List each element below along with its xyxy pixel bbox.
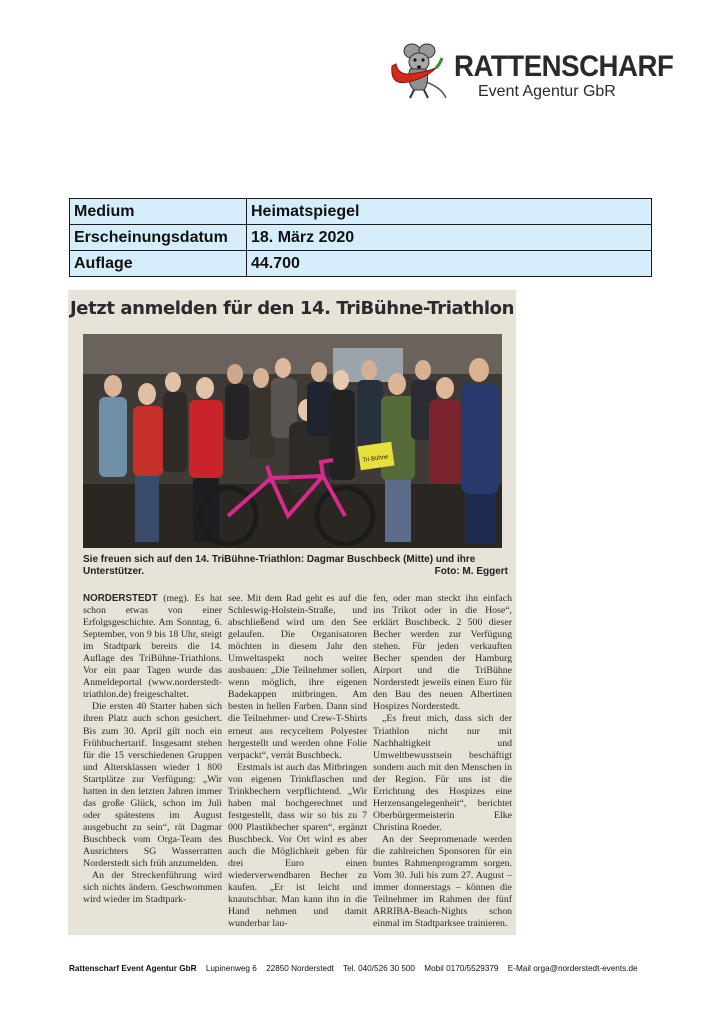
article-column-3 <box>373 593 512 933</box>
info-key-medium: Medium <box>70 199 247 225</box>
photo-sign-text: Tri-Bühne <box>362 454 389 464</box>
logo-brand-text: RATTENSCHARF <box>454 50 674 83</box>
photo-credit: Foto: M. Eggert <box>434 566 508 577</box>
table-row <box>70 251 652 277</box>
article-paragraph: Erstmals ist auch das Mitbringen von eigenen Trinkflaschen und Trinkbechern verpflichtend. „Wir haben mal hochgerechnet und festgestellt, dass wir so bis zu 7 000 Plastikbecher sparen“, ergänzt Buschbeck. Vor Ort wird es aber auch die Möglichkeit geben für drei Euro einen wiederverwendbaren Becher zu kaufen. „Er ist leicht und knautschbar. Man kann ihn in die Hand nehmen und damit wunderbar lau- <box>228 761 367 930</box>
logo-subtitle: Event Agentur GbR <box>478 83 616 100</box>
article-paragraph: An der Seepromenade werden die zahlreichen Sponsoren für ein buntes Rahmenprogramm sorgen. Vom 30. Juli bis zum 27. August – immer donnerstags – können die Teilnehmer im Rahmen der fünf ARRIBA-Beach-Nights schon einmal im Stadtparksee trainieren. <box>373 833 512 930</box>
footer-email: E-Mail orga@norderstedt-events.de <box>507 964 638 973</box>
article-paragraph: fen, oder man steckt ihn einfach ins Trikot oder in die Hose“, erklärt Buschbeck. 2 500 dieser Becher werden zur Verfügung stehen. Für jeden verkauften Becher spenden der Hamburg Airport und die TriBühne Norderstedt jeweils einen Euro für den Bau des neuen Albertinen Hospizes Norderstedt. <box>373 593 512 713</box>
footer-street: Lupinenweg 6 <box>205 964 257 973</box>
footer-company: Rattenscharf Event Agentur GbR <box>69 964 197 973</box>
article-column-2 <box>228 593 367 933</box>
footer-mobile: Mobil 0170/5529379 <box>424 964 499 973</box>
article-paragraph: Die ersten 40 Starter haben sich ihren Platz auch schon gesichert. Bis zum 30. April gilt noch ein Frühbuchertarif. Insgesamt stehen für die 15 verschiedenen Gruppen und Altersklassen wieder 1 800 Startplätze zur Verfügung: „Wir hatten in den letzten Jahren immer das große Glück, schon im Juli oder spätestens im August ausgebucht zu sein“, rät Dagmar Buschbeck vom Orga-Team des Ausrichters SG Wasserratten Norderstedt sich früh anzumelden. <box>83 701 222 870</box>
article-paragraph: „Es freut mich, dass sich der Triathlon nicht nur mit Nachhaltigkeit und Umweltbewusstsein beschäftigt sondern auch mit den Menschen in der Region. Für uns ist die Errichtung des Hospizes eine Herzensangelegenheit“, berichtet Oberbürgermeisterin Elke Christina Roeder. <box>373 713 512 833</box>
info-value-medium: Heimatspiegel <box>247 199 652 225</box>
newspaper-clipping <box>68 290 516 935</box>
footer-phone: Tel. 040/526 30 500 <box>343 964 415 973</box>
group-photo <box>83 334 502 548</box>
table-row <box>70 199 652 225</box>
article-column-1 <box>83 593 222 933</box>
caption-text: Sie freuen sich auf den 14. TriBühne-Triathlon: Dagmar Buschbeck (Mitte) und ihre Unterstützer. <box>83 554 476 577</box>
photo-caption <box>83 554 508 578</box>
article-body <box>83 593 512 933</box>
company-logo <box>386 40 674 104</box>
article-text: (meg). Es hat schon etwas von einer Erfolgsgeschichte. Am Sonntag, 6. September, von 9 bis 18 Uhr, steigt im Stadtpark bereits die 14. Auflage des TriBühne-Triathlons. Vor ein paar Tagen wurde das Anmeldeportal (www.norderstedt-triathlon.de) freigeschaltet. <box>83 593 222 701</box>
info-value-date: 18. März 2020 <box>247 225 652 251</box>
footer-city: 22850 Norderstedt <box>266 964 334 973</box>
rat-chili-icon <box>386 42 450 100</box>
publication-info-table <box>69 198 652 277</box>
article-headline: Jetzt anmelden für den 14. TriBühne-Triathlon <box>69 298 515 319</box>
article-paragraph <box>83 593 222 701</box>
article-dateline: NORDERSTEDT <box>83 593 158 604</box>
info-value-circulation: 44.700 <box>247 251 652 277</box>
article-paragraph: An der Streckenführung wird sich nichts ändern. Geschwommen wird wieder im Stadtpark- <box>83 870 222 906</box>
article-paragraph: see. Mit dem Rad geht es auf die Schleswig-Holstein-Straße, und abschließend wird um den See gelaufen. Die Organisatoren möchten in diesem Jahr den Umweltaspekt noch weiter ausbauen: „Die Teilnehmer sollen, wenn möglich, ihre eigenen Badekappen mitbringen. Am besten in hellen Farben. Dann sind die Teilnehmer- und Crew-T-Shirts erneut aus recyceltem Polyester hergestellt und werden ohne Folie verpackt“, verrät Buschbeck. <box>228 593 367 761</box>
info-key-date: Erscheinungsdatum <box>70 225 247 251</box>
info-key-circulation: Auflage <box>70 251 247 277</box>
page-footer <box>69 964 669 973</box>
table-row <box>70 225 652 251</box>
